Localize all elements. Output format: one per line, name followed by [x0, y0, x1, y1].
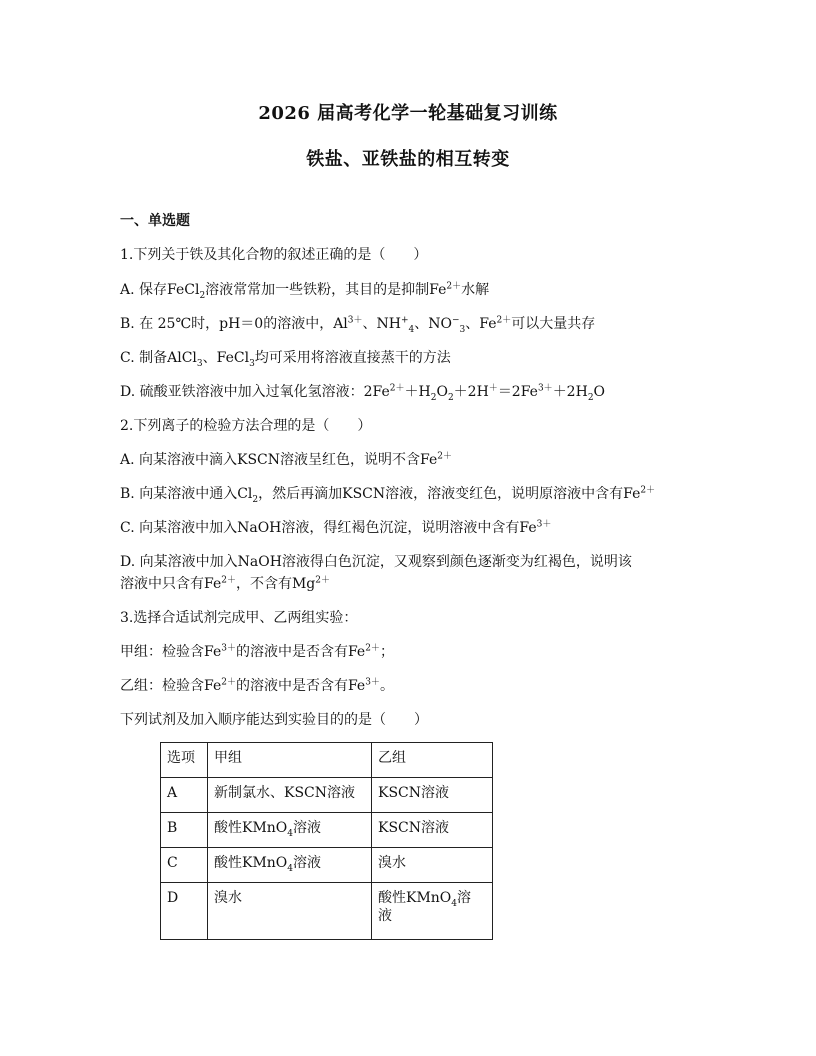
q1-option-d: D. 硫酸亚铁溶液中加入过氧化氢溶液：$2Fe^{2+}+H_2O_2+2H^+=2Fe^{3+}+2H_2O$: [120, 383, 606, 403]
table-cell: A: [161, 778, 208, 813]
table-cell: 酸性KMnO$_4$溶液: [208, 813, 372, 848]
table-cell: 溴水: [208, 883, 372, 940]
table-row: [161, 813, 493, 848]
table-cell: 酸性KMnO$_4$溶 液: [372, 883, 493, 940]
q1-stem: 1.下列关于铁及其化合物的叙述正确的是（ ）: [120, 247, 428, 263]
table-cell: B: [161, 813, 208, 848]
table-cell: 新制氯水、KSCN溶液: [208, 778, 372, 813]
reagent-table: [160, 742, 493, 940]
table-header-cell: 选项: [161, 743, 208, 778]
table-cell: C: [161, 848, 208, 883]
table-cell: D: [161, 883, 208, 940]
table-cell: KSCN溶液: [372, 813, 493, 848]
document-subtitle: 铁盐、亚铁盐的相互转变: [306, 149, 510, 170]
q3-group-yi: 乙组：检验含$Fe^{2+}$的溶液中是否含有$Fe^{3+}$。: [120, 677, 394, 694]
table-header-row: [161, 743, 493, 778]
q1-option-c: C. 制备AlCl$_3$、FeCl$_3$均可采用将溶液直接蒸干的方法: [120, 350, 451, 369]
q1-option-b: B. 在 25℃时，pH＝0的溶液中，$Al^{3+}$、$NH^+_4$、$NO^-_3$、$Fe^{2+}$可以大量共存: [120, 315, 596, 335]
q2-option-b: B. 向某溶液中通入$Cl_2$，然后再滴加KSCN溶液，溶液变红色，说明原溶液中含有$Fe^{2+}$: [120, 485, 656, 505]
table-header-cell: 乙组: [372, 743, 493, 778]
q3-ask: 下列试剂及加入顺序能达到实验目的的是（ ）: [120, 712, 428, 728]
table-cell: 溴水: [372, 848, 493, 883]
table-cell: KSCN溶液: [372, 778, 493, 813]
q3-group-jia: 甲组：检验含$Fe^{3+}$的溶液中是否含有$Fe^{2+}$；: [120, 643, 394, 660]
q1-option-a: A. 保存FeCl$_2$溶液常常加一些铁粉，其目的是抑制$Fe^{2+}$水解: [120, 281, 490, 301]
q2-stem: 2.下列离子的检验方法合理的是（ ）: [120, 418, 372, 434]
q3-stem: 3.选择合适试剂完成甲、乙两组实验：: [120, 610, 358, 626]
q2-option-a: A. 向某溶液中滴入KSCN溶液呈红色，说明不含$Fe^{2+}$: [120, 451, 452, 468]
document-title: 2026 届高考化学一轮基础复习训练: [258, 103, 558, 124]
q2-option-d-line1: D. 向某溶液中加入NaOH溶液得白色沉淀，又观察到颜色逐渐变为红褐色，说明该: [120, 554, 632, 570]
q2-option-d-line2: 溶液中只含有$Fe^{2+}$，不含有$Mg^{2+}$: [120, 575, 330, 592]
table-row: [161, 883, 493, 940]
q2-option-c: C. 向某溶液中加入NaOH溶液，得红褐色沉淀，说明溶液中含有$Fe^{3+}$: [120, 519, 552, 536]
table-row: [161, 778, 493, 813]
table-cell: 酸性KMnO$_4$溶液: [208, 848, 372, 883]
table-row: [161, 848, 493, 883]
section-heading: 一、单选题: [120, 213, 190, 229]
table-header-cell: 甲组: [208, 743, 372, 778]
